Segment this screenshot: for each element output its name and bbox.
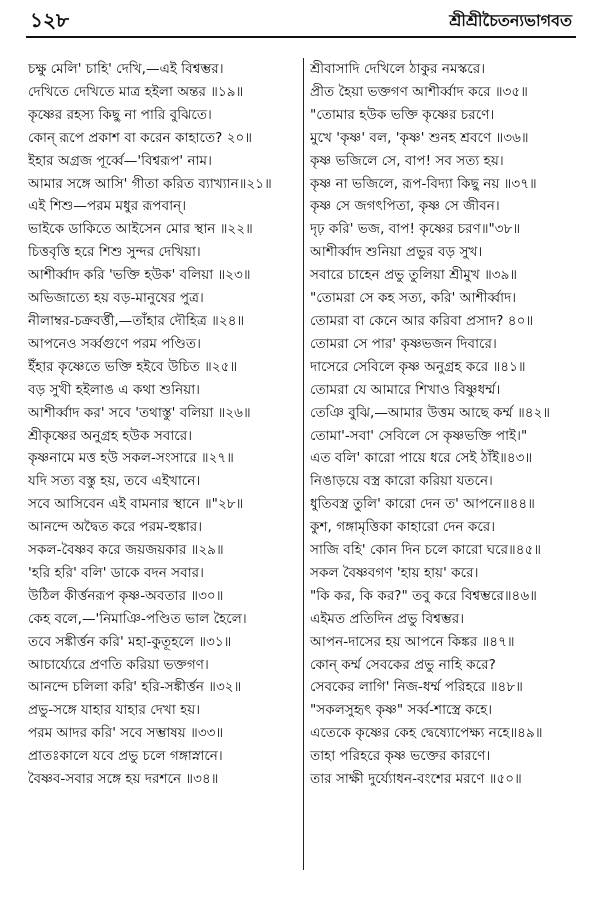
verse-line: চিত্তবৃত্তি হরে শিশু সুন্দর দেখিয়া। <box>28 244 201 261</box>
page-header <box>26 6 576 38</box>
verse-line: "কি কর, কি কর?" তবু করে বিশ্বম্ভরে॥৪৬॥ <box>310 587 537 604</box>
verse-line: আপনেও সর্ব্বগুণে পরম পণ্ডিত। <box>28 335 201 352</box>
verse-line: চক্ষু মেলি' চাহি' দেখি,—এই বিশ্বম্ভর। <box>28 61 224 77</box>
verse-line: তাহা পরিহরে কৃষ্ণ ভক্তের কারণে। <box>310 748 491 765</box>
verse-line: শ্রীবাসাদি দেখিলে ঠাকুর নমস্করে। <box>310 61 486 77</box>
verse-line: আশীর্ব্বাদ করি 'ভক্তি হউক' বলিয়া ॥২৩॥ <box>28 267 251 284</box>
verse-line: এতেকে কৃষ্ণের কেহ দ্বেষ্যোপেক্ষ্য নহে॥৪৯॥ <box>310 725 543 742</box>
verse-line: কৃষ্ণের রহস্য কিছু না পারি বুঝিতে। <box>28 106 212 123</box>
verse-line: আপন-দাসের হয় আপনে কিঙ্কর ॥৪৭॥ <box>310 633 515 650</box>
verse-line: যদি সত্য বস্তু হয়, তবে এইখানে। <box>28 473 201 490</box>
verse-line: আমার সঙ্গে আসি' গীতা করিত ব্যাখ্যান॥২১॥ <box>28 175 272 192</box>
verse-line: দাসেরে সেবিলে কৃষ্ণ অনুগ্রহ করে ॥৪১॥ <box>310 358 526 375</box>
verse-line: "তোমরা সে কহ সত্য, করি' আশীর্ব্বাদ। <box>310 290 517 307</box>
verse-line: আচার্য্যেরে প্রণতি করিয়া ভক্তগণ। <box>28 656 209 673</box>
verse-line: তেঞি বুঝি,—আমার উত্তম আছে কর্ম্ম ॥৪২॥ <box>310 404 551 421</box>
verse-line: ইঁহার কৃষ্ণেতে ভক্তি হইবে উচিত ॥২৫॥ <box>28 358 238 375</box>
verse-line: তোমরা সে পার' কৃষ্ণভজন দিবারে। <box>310 335 497 352</box>
verse-line: শ্রীকৃষ্ণের অনুগ্রহ হউক সবারে। <box>28 427 193 444</box>
verse-line: কোন্‌ রূপে প্রকাশ বা করেন কাহাতে? ২০॥ <box>28 129 253 146</box>
verse-line: ভাইকে ডাকিতে আইসেন মোর স্থান ॥২২॥ <box>28 221 253 238</box>
verse-line: সবারে চাহেন প্রভু তুলিয়া শ্রীমুখ ॥৩৯॥ <box>310 267 518 284</box>
verse-line: অভিজাত্যে হয় বড়-মানুষের পুত্র। <box>28 290 204 307</box>
verse-line: সকল-বৈষ্ণব করে জয়জয়কার ॥২৯॥ <box>28 542 224 559</box>
verse-line: সকল বৈষ্ণবগণ 'হায় হায়' করে। <box>310 564 479 581</box>
verse-line: তোমরা যে আমারে শিখাও বিষ্ণুধর্ম্ম। <box>310 381 501 398</box>
verse-line: তার সাক্ষী দুর্য্যোধন-বংশের মরণে ॥৫০॥ <box>310 771 522 788</box>
verse-line: নিঙাড়য়ে বস্ত্র কারো করিয়া যতনে। <box>310 473 493 490</box>
verse-line: তোমা'-সবা' সেবিলে সে কৃষ্ণভক্তি পাই।" <box>310 427 528 444</box>
verse-line: পরম আদর করি' সবে সম্ভাষয় ॥৩৩॥ <box>28 725 224 742</box>
verse-line: কেহ বলে,—'নিমাঞি-পণ্ডিত ভাল হৈলে। <box>28 610 247 627</box>
verse-line: সাজি বহি' কোন দিন চলে কারো ঘরে॥৪৫॥ <box>310 542 542 559</box>
verse-line: কৃষ্ণ সে জগৎপিতা, কৃষ্ণ সে জীবন। <box>310 198 500 215</box>
verse-line: উঠিল কীর্ত্তনরূপ কৃষ্ণ-অবতার ॥৩০॥ <box>28 587 224 604</box>
verse-line: সবে আসিবেন এই বামনার স্থানে ॥"২৮॥ <box>28 496 244 513</box>
verse-line: আনন্দে অদ্বৈত করে পরম-হুঙ্কার। <box>28 519 203 536</box>
verse-line: কুশ, গঙ্গামৃত্তিকা কাহারো দেন করে। <box>310 519 496 536</box>
verse-line: নীলাম্বর-চক্রবর্ত্তী,—তাঁহার দৌহিত্র ॥২৪॥ <box>28 312 245 329</box>
left-column <box>28 58 300 791</box>
verse-line: 'হরি হরি' বলি' ডাকে বদন সবার। <box>28 564 204 581</box>
verse-line: কৃষ্ণ ভজিলে সে, বাপ! সব সত্য হয়। <box>310 152 504 169</box>
verse-line: কৃষ্ণনামে মত্ত হউ সকল-সংসারে ॥২৭॥ <box>28 450 234 467</box>
column-divider <box>303 58 304 870</box>
verse-line: এই শিশু—পরম মধুর রূপবান্‌। <box>28 198 187 215</box>
verse-line: ধুতিবস্ত্র তুলি' কারো দেন ত' আপনে॥৪৪॥ <box>310 496 535 513</box>
verse-line: বড় সুখী হইলাঙ এ কথা শুনিয়া। <box>28 381 201 398</box>
verse-line: প্রাতঃকালে যবে প্রভু চলে গঙ্গাস্নানে। <box>28 748 223 765</box>
verse-line: "তোমার হউক ভক্তি কৃষ্ণের চরণে। <box>310 106 495 123</box>
page-number: ১২৮ <box>30 8 69 32</box>
verse-line: তবে সঙ্কীর্ত্তন করি' মহা-কুতূহলে ॥৩১॥ <box>28 633 232 650</box>
running-title: শ্রীশ্রীচৈতন্যভাগবত <box>449 11 572 30</box>
verse-line: তোমরা বা কেনে আর করিবা প্রসাদ? ৪০॥ <box>310 312 534 329</box>
verse-line: আশীর্ব্বাদ শুনিয়া প্রভুর বড় সুখ। <box>310 244 483 261</box>
verse-line: কৃষ্ণ না ভজিলে, রূপ-বিদ্যা কিছু নয় ॥৩৭॥ <box>310 175 537 192</box>
verse-line: দেখিতে দেখিতে মাত্র হইলা অন্তর ॥১৯॥ <box>28 83 244 100</box>
verse-line: আনন্দে চলিলা করি' হরি-সঙ্কীর্ত্তন ॥৩২॥ <box>28 679 242 696</box>
verse-line: সেবকের লাগি' নিজ-ধর্ম্ম পরিহরে ॥৪৮॥ <box>310 679 523 696</box>
verse-line: দৃঢ় করি' ভজ, বাপ! কৃষ্ণের চরণ॥"৩৮॥ <box>310 221 521 238</box>
verse-line: "সকলসুহৃৎ কৃষ্ণ" সর্ব্ব-শাস্ত্রে কহে। <box>310 702 493 719</box>
verse-line: এইমত প্রতিদিন প্রভু বিশ্বম্ভর। <box>310 610 465 627</box>
verse-line: এত বলি' কারো পায়ে ধরে সেই ঠাঁই॥৪৩॥ <box>310 450 533 467</box>
verse-line: ইহার অগ্রজ পূর্ব্বে—'বিশ্বরূপ' নাম। <box>28 152 212 169</box>
verse-line: বৈষ্ণব-সবার সঙ্গে হয় দরশনে ॥৩৪॥ <box>28 771 219 788</box>
right-column <box>310 58 582 791</box>
verse-line: কোন্‌ কর্ম্ম সেবকের প্রভু নাহি করে? <box>310 656 496 673</box>
verse-line: মুখে 'কৃষ্ণ' বল, 'কৃষ্ণ' শুনহ শ্রবণে ॥৩৬॥ <box>310 129 529 146</box>
verse-line: প্রভু-সঙ্গে যাহার যাহার দেখা হয়। <box>28 702 201 719</box>
verse-line: আশীর্ব্বাদ কর' সবে 'তথাস্তু' বলিয়া ॥২৬॥ <box>28 404 251 421</box>
verse-line: প্রীত হৈয়া ভক্তগণ আশীর্ব্বাদ করে ॥৩৫॥ <box>310 83 528 100</box>
